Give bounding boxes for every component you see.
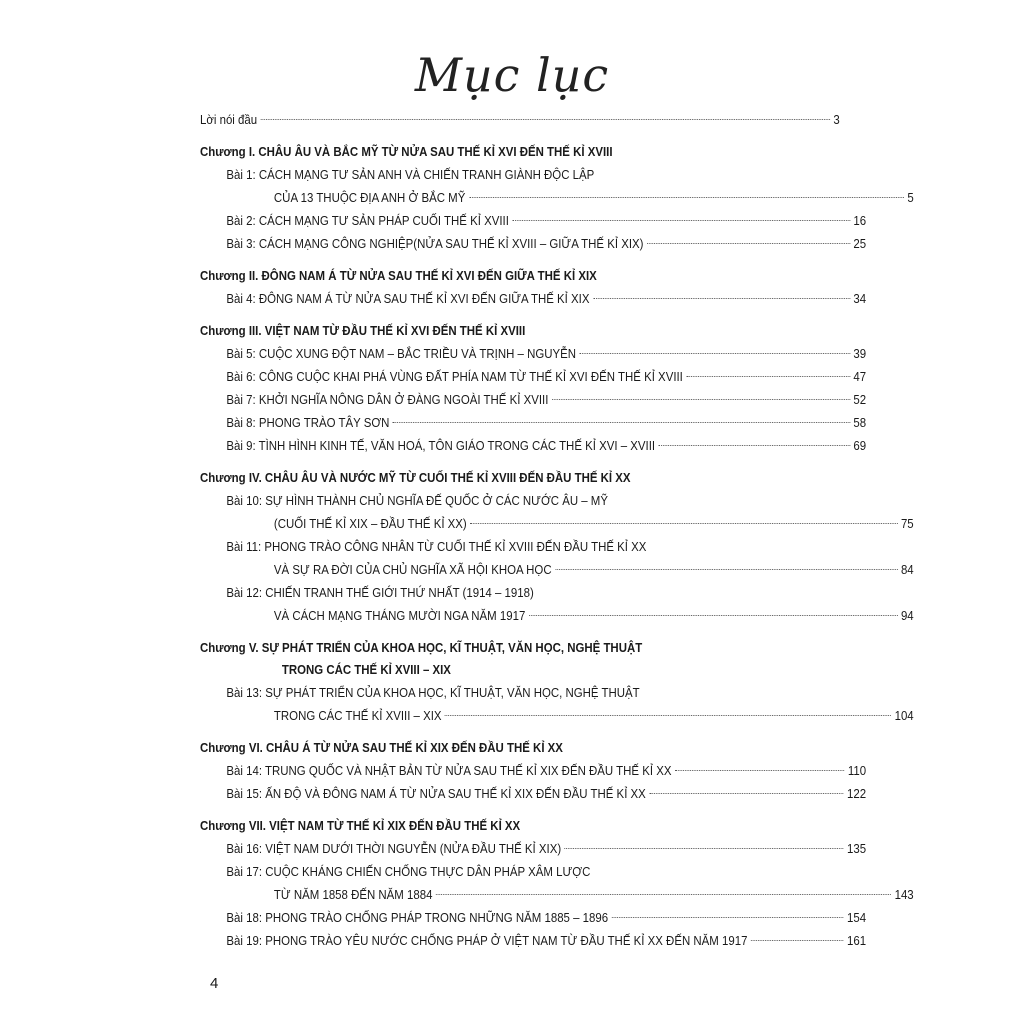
lesson-page: 16 [853, 213, 867, 228]
lesson-title: Bài 4: ĐÔNG NAM Á TỪ NỬA SAU THẾ KỈ XVI ĐẾN GIỮA THẾ KỈ XIX [226, 291, 590, 306]
dot-leader [593, 298, 850, 299]
lesson-page: 75 [900, 516, 914, 531]
lesson-page: 39 [853, 346, 867, 361]
lesson-page: 47 [853, 369, 867, 384]
lesson-title-line[interactable] [200, 489, 866, 512]
lesson-page: 110 [847, 763, 867, 778]
lesson-page: 69 [853, 438, 867, 453]
chapter-heading[interactable]: Chương I. CHÂU ÂU VÀ BẮC MỸ TỪ NỬA SAU THẾ KỈ XVI ĐẾN THẾ KỈ XVIII [200, 144, 613, 159]
toc-lesson-entry[interactable] [200, 704, 914, 727]
toc-lesson-entry[interactable] [200, 411, 866, 434]
chapter-heading[interactable]: Chương III. VIỆT NAM TỪ ĐẦU THẾ KỈ XVI ĐẾN THẾ KỈ XVIII [200, 323, 526, 338]
lesson-title: Bài 17: CUỘC KHÁNG CHIẾN CHỐNG THỰC DÂN PHÁP XÂM LƯỢC [226, 864, 591, 879]
lesson-title-continued: (CUỐI THẾ KỈ XIX – ĐẦU THẾ KỈ XX) [273, 516, 467, 531]
toc-lesson-entry[interactable] [200, 287, 866, 310]
toc-lesson-entry[interactable] [200, 782, 866, 805]
lesson-page: 154 [847, 910, 867, 925]
chapter-spacer [200, 255, 840, 265]
lesson-page: 135 [847, 841, 867, 856]
lesson-page: 143 [894, 887, 914, 902]
lesson-title: Bài 12: CHIẾN TRANH THẾ GIỚI THỨ NHẤT (1914 – 1918) [226, 585, 534, 600]
chapter-heading[interactable]: Chương II. ĐÔNG NAM Á TỪ NỬA SAU THẾ KỈ XVI ĐẾN GIỮA THẾ KỈ XIX [200, 268, 597, 283]
chapter-heading[interactable]: Chương VI. CHÂU Á TỪ NỬA SAU THẾ KỈ XIX ĐẾN ĐẦU THẾ KỈ XX [200, 740, 563, 755]
dot-leader [445, 715, 891, 716]
lesson-title: Bài 8: PHONG TRÀO TÂY SƠN [226, 415, 390, 430]
lesson-title-continued: TỪ NĂM 1858 ĐẾN NĂM 1884 [273, 887, 433, 902]
chapter-spacer [200, 805, 840, 815]
dot-leader [261, 119, 830, 120]
lesson-title-line[interactable] [200, 163, 866, 186]
dot-leader [555, 569, 897, 570]
lesson-title: Bài 19: PHONG TRÀO YÊU NƯỚC CHỐNG PHÁP Ở VIỆT NAM TỪ ĐẦU THẾ KỈ XX ĐẾN NĂM 1917 [226, 933, 748, 948]
chapter-spacer [200, 727, 840, 737]
dot-leader [512, 220, 849, 221]
toc-lesson-entry[interactable] [200, 604, 914, 627]
lesson-page: 58 [853, 415, 867, 430]
preface-label: Lời nói đầu [200, 112, 258, 127]
toc-lesson-entry[interactable] [200, 342, 866, 365]
toc-lesson-entry[interactable] [200, 837, 866, 860]
toc-lesson-entry[interactable] [200, 434, 866, 457]
dot-leader [393, 422, 850, 423]
toc-lesson-entry[interactable] [200, 388, 866, 411]
dot-leader [686, 376, 850, 377]
chapter-heading[interactable]: Chương V. SỰ PHÁT TRIỂN CỦA KHOA HỌC, KĨ THUẬT, VĂN HỌC, NGHỆ THUẬT [200, 640, 643, 655]
toc-lesson-entry[interactable] [200, 209, 866, 232]
toc-lesson-entry[interactable] [200, 186, 914, 209]
lesson-title-continued: VÀ SỰ RA ĐỜI CỦA CHỦ NGHĨA XÃ HỘI KHOA HỌC [273, 562, 552, 577]
lesson-title: Bài 9: TÌNH HÌNH KINH TẾ, VĂN HOÁ, TÔN GIÁO TRONG CÁC THẾ KỈ XVI – XVIII [226, 438, 656, 453]
lesson-page: 122 [847, 786, 867, 801]
lesson-title: Bài 13: SỰ PHÁT TRIỂN CỦA KHOA HỌC, KĨ THUẬT, VĂN HỌC, NGHỆ THUẬT [226, 685, 640, 700]
lesson-title: Bài 16: VIỆT NAM DƯỚI THỜI NGUYỄN (NỬA ĐẦU THẾ KỈ XIX) [226, 841, 562, 856]
lesson-title: Bài 7: KHỞI NGHĨA NÔNG DÂN Ở ĐÀNG NGOÀI THẾ KỈ XVIII [226, 392, 549, 407]
lesson-title-line[interactable] [200, 681, 866, 704]
dot-leader [649, 793, 843, 794]
lesson-title: Bài 2: CÁCH MẠNG TƯ SẢN PHÁP CUỐI THẾ KỈ XVIII [226, 213, 509, 228]
dot-leader [612, 917, 844, 918]
toc-preface[interactable] [200, 108, 840, 131]
toc-lesson-entry[interactable] [200, 512, 914, 535]
dot-leader [565, 848, 844, 849]
chapter-spacer [200, 627, 840, 637]
dot-leader [580, 353, 850, 354]
lesson-title: Bài 14: TRUNG QUỐC VÀ NHẬT BẢN TỪ NỬA SAU THẾ KỈ XIX ĐẾN ĐẦU THẾ KỈ XX [226, 763, 672, 778]
lesson-title: Bài 3: CÁCH MẠNG CÔNG NGHIỆP(NỬA SAU THẾ KỈ XVIII – GIỮA THẾ KỈ XIX) [226, 236, 644, 251]
lesson-page: 25 [853, 236, 867, 251]
lesson-title: Bài 15: ẤN ĐỘ VÀ ĐÔNG NAM Á TỪ NỬA SAU THẾ KỈ XIX ĐẾN ĐẦU THẾ KỈ XX [226, 786, 646, 801]
lesson-page: 161 [847, 933, 867, 948]
toc-lesson-entry[interactable] [200, 906, 866, 929]
dot-leader [529, 615, 898, 616]
dot-leader [552, 399, 850, 400]
chapter-heading[interactable]: Chương IV. CHÂU ÂU VÀ NƯỚC MỸ TỪ CUỐI THẾ KỈ XVIII ĐẾN ĐẦU THẾ KỈ XX [200, 470, 631, 485]
toc-lesson-entry[interactable] [200, 883, 914, 906]
lesson-title-line[interactable] [200, 535, 866, 558]
lesson-title: Bài 6: CÔNG CUỘC KHAI PHÁ VÙNG ĐẤT PHÍA NAM TỪ THẾ KỈ XVI ĐẾN THẾ KỈ XVIII [226, 369, 683, 384]
page-title: Mục lục [414, 48, 610, 102]
lesson-title: Bài 1: CÁCH MẠNG TƯ SẢN ANH VÀ CHIẾN TRANH GIÀNH ĐỘC LẬP [226, 167, 595, 182]
dot-leader [751, 940, 844, 941]
lesson-title: Bài 5: CUỘC XUNG ĐỘT NAM – BẮC TRIỀU VÀ TRỊNH – NGUYỄN [226, 346, 577, 361]
chapter-spacer [200, 457, 840, 467]
chapter-spacer [200, 131, 840, 141]
dot-leader [647, 243, 850, 244]
lesson-title-continued: CỦA 13 THUỘC ĐỊA ANH Ở BẮC MỸ [273, 190, 466, 205]
lesson-page: 84 [900, 562, 914, 577]
lesson-page: 5 [907, 190, 914, 205]
lesson-page: 52 [853, 392, 867, 407]
toc-lesson-entry[interactable] [200, 365, 866, 388]
lesson-page: 104 [894, 708, 914, 723]
lesson-title-continued: VÀ CÁCH MẠNG THÁNG MƯỜI NGA NĂM 1917 [273, 608, 526, 623]
lesson-title-line[interactable] [200, 860, 866, 883]
toc-lesson-entry[interactable] [200, 759, 866, 782]
toc-lesson-entry[interactable] [200, 558, 914, 581]
dot-leader [470, 523, 897, 524]
chapter-heading-continued[interactable]: TRONG CÁC THẾ KỈ XVIII – XIX [281, 662, 451, 677]
lesson-title: Bài 11: PHONG TRÀO CÔNG NHÂN TỪ CUỐI THẾ KỈ XVIII ĐẾN ĐẦU THẾ KỈ XX [226, 539, 647, 554]
lesson-page: 94 [900, 608, 914, 623]
dot-leader [436, 894, 891, 895]
page-number: 4 [210, 975, 219, 992]
chapter-spacer [200, 310, 840, 320]
dot-leader [469, 197, 904, 198]
lesson-page: 34 [853, 291, 867, 306]
lesson-title-continued: TRONG CÁC THẾ KỈ XVIII – XIX [273, 708, 442, 723]
lesson-title: Bài 18: PHONG TRÀO CHỐNG PHÁP TRONG NHỮNG NĂM 1885 – 1896 [226, 910, 609, 925]
table-of-contents [200, 108, 914, 952]
lesson-title: Bài 10: SỰ HÌNH THÀNH CHỦ NGHĨA ĐẾ QUỐC Ở CÁC NƯỚC ÂU – MỸ [226, 493, 608, 508]
chapter-heading[interactable]: Chương VII. VIỆT NAM TỪ THẾ KỈ XIX ĐẾN ĐẦU THẾ KỈ XX [200, 818, 521, 833]
toc-lesson-entry[interactable] [200, 232, 866, 255]
dot-leader [675, 770, 844, 771]
toc-lesson-entry[interactable] [200, 929, 866, 952]
lesson-title-line[interactable] [200, 581, 866, 604]
preface-page: 3 [833, 112, 840, 127]
dot-leader [659, 445, 850, 446]
